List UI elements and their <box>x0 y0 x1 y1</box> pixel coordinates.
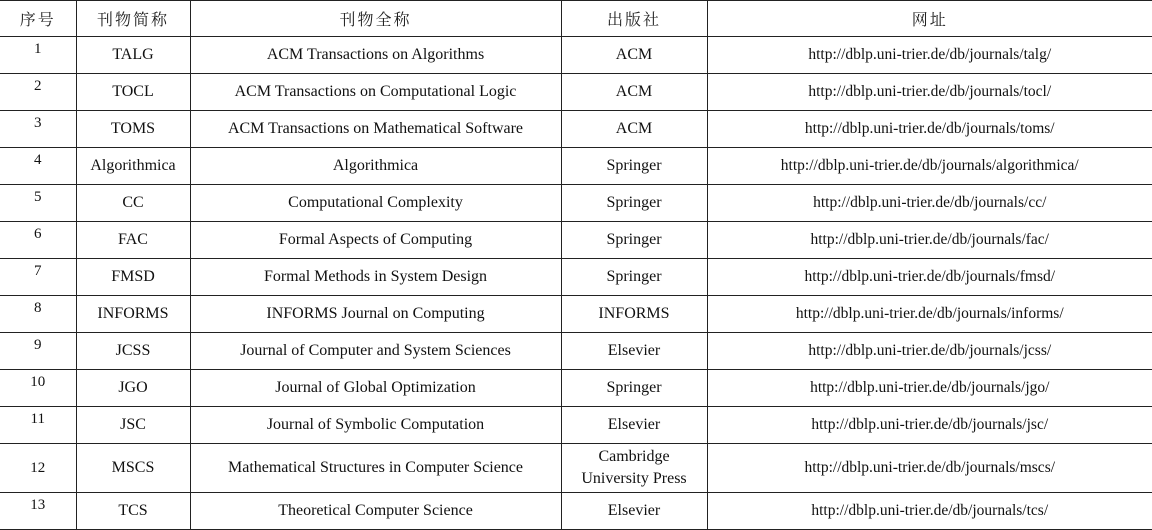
cell-publisher: Springer <box>561 148 707 185</box>
cell-url: http://dblp.uni-trier.de/db/journals/fac/ <box>707 222 1152 259</box>
cell-num: 5 <box>0 185 76 222</box>
cell-url: http://dblp.uni-trier.de/db/journals/tocl/ <box>707 74 1152 111</box>
table-row <box>0 148 1152 185</box>
cell-url: http://dblp.uni-trier.de/db/journals/toms/ <box>707 111 1152 148</box>
cell-num: 6 <box>0 222 76 259</box>
cell-abbr: CC <box>76 185 190 222</box>
cell-full-name: Formal Methods in System Design <box>190 259 561 296</box>
cell-num: 7 <box>0 259 76 296</box>
cell-abbr: INFORMS <box>76 296 190 333</box>
cell-abbr: TALG <box>76 37 190 74</box>
table-row <box>0 444 1152 493</box>
cell-num: 13 <box>0 493 76 530</box>
cell-publisher: ACM <box>561 74 707 111</box>
cell-url: http://dblp.uni-trier.de/db/journals/fmsd/ <box>707 259 1152 296</box>
table-row <box>0 296 1152 333</box>
cell-publisher: Elsevier <box>561 333 707 370</box>
cell-full-name: Computational Complexity <box>190 185 561 222</box>
cell-publisher: Springer <box>561 370 707 407</box>
header-publisher: 出版社 <box>561 1 707 37</box>
cell-url: http://dblp.uni-trier.de/db/journals/informs/ <box>707 296 1152 333</box>
cell-num: 11 <box>0 407 76 444</box>
cell-num: 12 <box>0 444 76 493</box>
cell-num: 3 <box>0 111 76 148</box>
cell-publisher: Springer <box>561 185 707 222</box>
cell-full-name: INFORMS Journal on Computing <box>190 296 561 333</box>
cell-full-name: Journal of Computer and System Sciences <box>190 333 561 370</box>
cell-url: http://dblp.uni-trier.de/db/journals/mscs/ <box>707 444 1152 493</box>
cell-abbr: Algorithmica <box>76 148 190 185</box>
table-row <box>0 222 1152 259</box>
cell-publisher: ACM <box>561 37 707 74</box>
header-num: 序号 <box>0 1 76 37</box>
cell-url: http://dblp.uni-trier.de/db/journals/jcss/ <box>707 333 1152 370</box>
cell-publisher: Elsevier <box>561 493 707 530</box>
cell-abbr: TOCL <box>76 74 190 111</box>
table-row <box>0 74 1152 111</box>
cell-publisher: ACM <box>561 111 707 148</box>
table-row <box>0 333 1152 370</box>
cell-url: http://dblp.uni-trier.de/db/journals/jsc/ <box>707 407 1152 444</box>
cell-abbr: FAC <box>76 222 190 259</box>
cell-full-name: ACM Transactions on Algorithms <box>190 37 561 74</box>
cell-abbr: JCSS <box>76 333 190 370</box>
cell-num: 4 <box>0 148 76 185</box>
cell-num: 10 <box>0 370 76 407</box>
cell-abbr: TCS <box>76 493 190 530</box>
cell-url: http://dblp.uni-trier.de/db/journals/talg/ <box>707 37 1152 74</box>
table-row <box>0 259 1152 296</box>
cell-publisher: Springer <box>561 259 707 296</box>
cell-num: 2 <box>0 74 76 111</box>
cell-publisher: Springer <box>561 222 707 259</box>
cell-url: http://dblp.uni-trier.de/db/journals/tcs/ <box>707 493 1152 530</box>
cell-full-name: Theoretical Computer Science <box>190 493 561 530</box>
table-body <box>0 37 1152 530</box>
table-row <box>0 111 1152 148</box>
table-row <box>0 370 1152 407</box>
cell-publisher: Cambridge University Press <box>561 444 707 493</box>
cell-full-name: Journal of Symbolic Computation <box>190 407 561 444</box>
header-url: 网址 <box>707 1 1152 37</box>
header-row <box>0 1 1152 37</box>
cell-url: http://dblp.uni-trier.de/db/journals/cc/ <box>707 185 1152 222</box>
cell-publisher: INFORMS <box>561 296 707 333</box>
cell-url: http://dblp.uni-trier.de/db/journals/jgo/ <box>707 370 1152 407</box>
table-row <box>0 407 1152 444</box>
cell-full-name: Formal Aspects of Computing <box>190 222 561 259</box>
cell-full-name: Mathematical Structures in Computer Science <box>190 444 561 493</box>
cell-num: 1 <box>0 37 76 74</box>
cell-abbr: TOMS <box>76 111 190 148</box>
cell-full-name: ACM Transactions on Mathematical Software <box>190 111 561 148</box>
cell-num: 9 <box>0 333 76 370</box>
cell-full-name: Journal of Global Optimization <box>190 370 561 407</box>
table-header <box>0 1 1152 37</box>
table-row <box>0 37 1152 74</box>
cell-url: http://dblp.uni-trier.de/db/journals/algorithmica/ <box>707 148 1152 185</box>
table-row <box>0 493 1152 530</box>
header-full: 刊物全称 <box>190 1 561 37</box>
cell-abbr: JSC <box>76 407 190 444</box>
table-row <box>0 185 1152 222</box>
cell-abbr: MSCS <box>76 444 190 493</box>
cell-full-name: ACM Transactions on Computational Logic <box>190 74 561 111</box>
cell-num: 8 <box>0 296 76 333</box>
cell-publisher: Elsevier <box>561 407 707 444</box>
cell-full-name: Algorithmica <box>190 148 561 185</box>
cell-abbr: JGO <box>76 370 190 407</box>
header-abbr: 刊物简称 <box>76 1 190 37</box>
cell-abbr: FMSD <box>76 259 190 296</box>
